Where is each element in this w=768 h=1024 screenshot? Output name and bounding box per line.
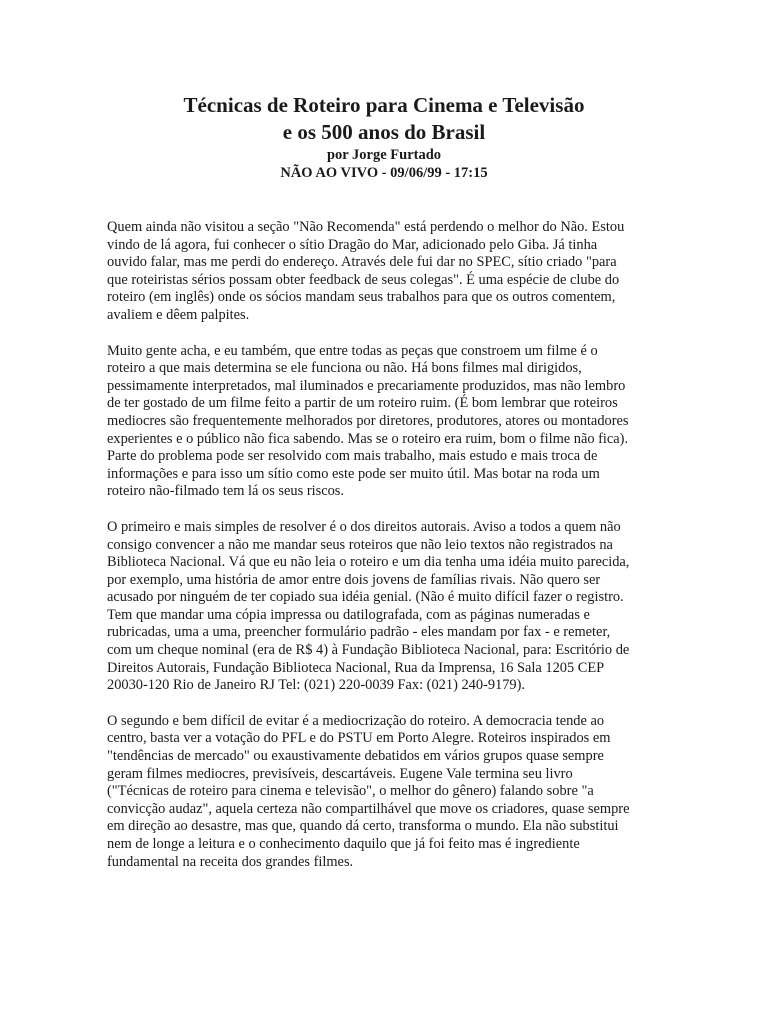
paragraph-line: experientes e o público não fica sabendo. Mas se o roteiro era ruim, bom o filme não fica). [107,430,629,447]
paragraph-line: Tem que mandar uma cópia impressa ou datilografada, com as páginas numeradas e [107,606,590,623]
paragraph-line: roteiro a que mais determina se ele funciona ou não. Há bons filmes mal dirigidos, [107,360,582,377]
paragraph-line: vindo de lá agora, fui conhecer o sítio Dragão do Mar, adicionado pelo Giba. Já tinha [107,236,598,253]
paragraph-line: em direção ao desastre, mas que, quando dá certo, transforma o mundo. Ela não substitui [107,818,619,835]
paragraph-1 [107,219,667,325]
article-header [0,92,768,182]
paragraph-line: convicção audaz", aquela certeza não compartilhável que move os criadores, quase sempre [107,800,630,817]
paragraph-line: fundamental na receita dos grandes filmes. [107,853,354,870]
dateline: NÃO AO VIVO - 09/06/99 - 17:15 [280,165,488,181]
paragraph-line: consigo convencer a não me mandar seus roteiros que não leio textos não registrados na [107,536,613,553]
paragraph-line: O segundo e bem difícil de evitar é a mediocrização do roteiro. A democracia tende ao [107,712,605,729]
title-line-2: e os 500 anos do Brasil [282,120,486,144]
paragraph-line: que roteiristas sérios possam obter feedback de seus colegas". É uma espécie de clube do [107,271,620,288]
paragraph-line: geram filmes mediocres, previsíveis, descartáveis. Eugene Vale termina seu livro [107,765,573,782]
paragraph-line: nem de longe a leitura e o conhecimento daquilo que já foi feito mas é ingrediente [107,836,580,852]
paragraph-line: Muito gente acha, e eu também, que entre todas as peças que constroem um filme é o [107,342,598,359]
paragraph-line: ouvido falar, mas me perdi do endereço. Através dele fui dar no SPEC, sítio criado "para [107,254,617,271]
paragraph-line: rubricadas, uma a uma, preencher formulário padrão - eles mandam por fax - e remeter, [107,624,611,641]
paragraph-line: de ter gostado de um filme feito a partir de um roteiro ruim. (É bom lembrar que roteiros [107,395,618,412]
paragraph-line: Parte do problema pode ser resolvido com mais trabalho, mais estudo e mais troca de [107,448,598,465]
title-line-1: Técnicas de Roteiro para Cinema e Televisão [183,93,585,117]
paragraph-line: mediocres são frequentemente melhorados por diretores, produtores, atores ou montadores [107,412,629,429]
paragraph-line: por exemplo, uma história de amor entre dois jovens de famílias rivais. Não quero ser [107,571,601,588]
paragraph-line: com um cheque nominal (era de R$ 4) à Fundação Biblioteca Nacional, para: Escritório de [107,642,630,659]
paragraph-line: roteiro não-filmado tem lá os seus riscos. [107,483,344,500]
paragraph-line: avaliem e dêem palpites. [107,306,250,323]
article-body [107,219,667,889]
paragraph-line: Biblioteca Nacional. Vá que eu não leia o roteiro e um dia tenha uma idéia muito parecida, [107,554,630,571]
paragraph-3 [107,519,667,695]
paragraph-line: informações e para isso um sítio como este pode ser muito útil. Mas botar na roda um [107,465,600,482]
paragraph-4 [107,713,667,871]
paragraph-line: O primeiro e mais simples de resolver é o dos direitos autorais. Aviso a todos a quem não [107,518,621,535]
paragraph-line: roteiro (em inglês) onde os sócios mandam seus trabalhos para que os outros comentem, [107,289,616,306]
paragraph-line: "tendências de mercado" ou exaustivamente debatidos em vários grupos quase sempre [107,748,604,765]
paragraph-2 [107,343,667,501]
paragraph-line: acusado por ninguém de ter copiado sua idéia genial. (Não é muito difícil fazer o registro. [107,589,624,606]
paragraph-line: Quem ainda não visitou a seção "Não Recomenda" está perdendo o melhor do Não. Estou [107,219,625,235]
author-byline: por Jorge Furtado [326,147,442,163]
paragraph-line: 20030-120 Rio de Janeiro RJ Tel: (021) 220-0039 Fax: (021) 240-9179). [107,677,526,694]
paragraph-line: ("Técnicas de roteiro para cinema e televisão", o melhor do gênero) falando sobre "a [107,783,594,800]
paragraph-line: Direitos Autorais, Fundação Biblioteca Nacional, Rua da Imprensa, 16 Sala 1205 CEP [107,659,605,676]
paragraph-line: pessimamente interpretados, mal iluminados e precariamente produzidos, mas não lembro [107,377,626,394]
paragraph-line: centro, basta ver a votação do PFL e do PSTU em Porto Alegre. Roteiros inspirados em [107,730,611,747]
